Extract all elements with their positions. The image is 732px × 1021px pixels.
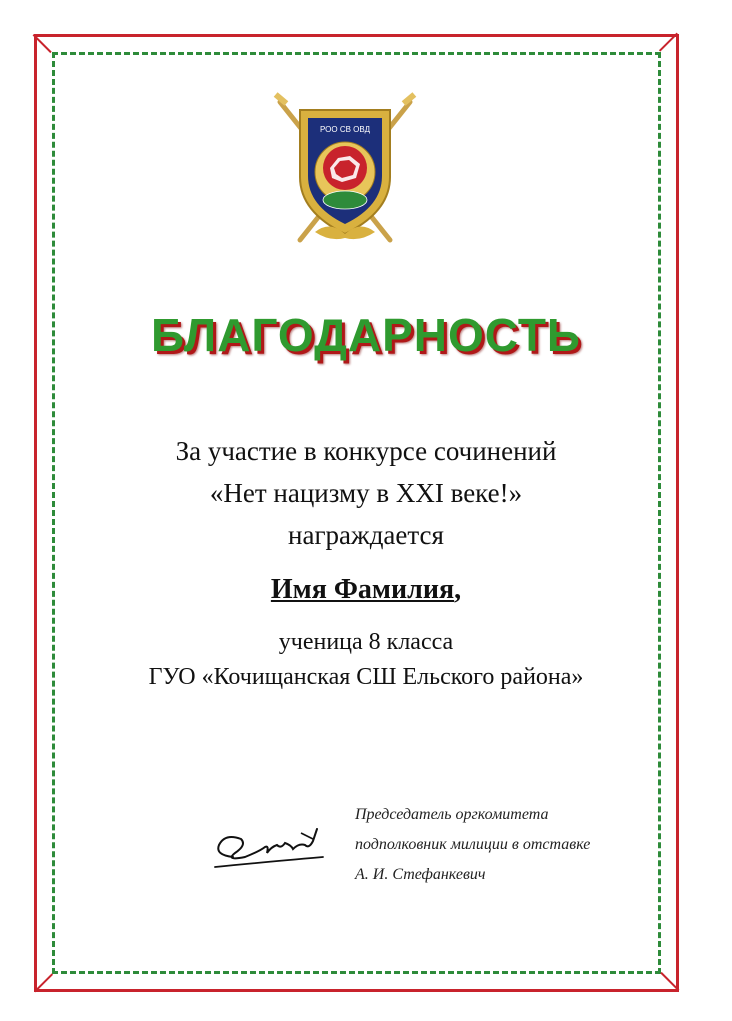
signatory-position: Председатель оргкомитета [355,806,549,823]
body-line-5: ученица 8 класса [278,629,454,655]
emblem-icon [270,92,420,252]
recipient-name: Имя Фамилия [270,574,455,605]
signatory-name: А. И. Стефанкевич [355,866,486,883]
recipient-name-line [0,574,732,606]
name-suffix: , [454,574,462,605]
body-line-3: награждается [288,520,444,550]
document-title: БЛАГОДАРНОСТЬ [151,309,581,361]
signatory-rank: подполковник милиции в отставке [355,836,591,853]
signatory-block [355,800,655,890]
handwritten-signature [205,815,330,890]
body-line-1: За участие в конкурсе сочинений [175,436,557,466]
svg-text:РОО СВ ОВД: РОО СВ ОВД [320,125,370,134]
body-line-6: ГУО «Кочищанская СШ Ельского района» [148,664,584,690]
body-line-2: «Нет нацизму в XXI веке!» [209,478,523,508]
